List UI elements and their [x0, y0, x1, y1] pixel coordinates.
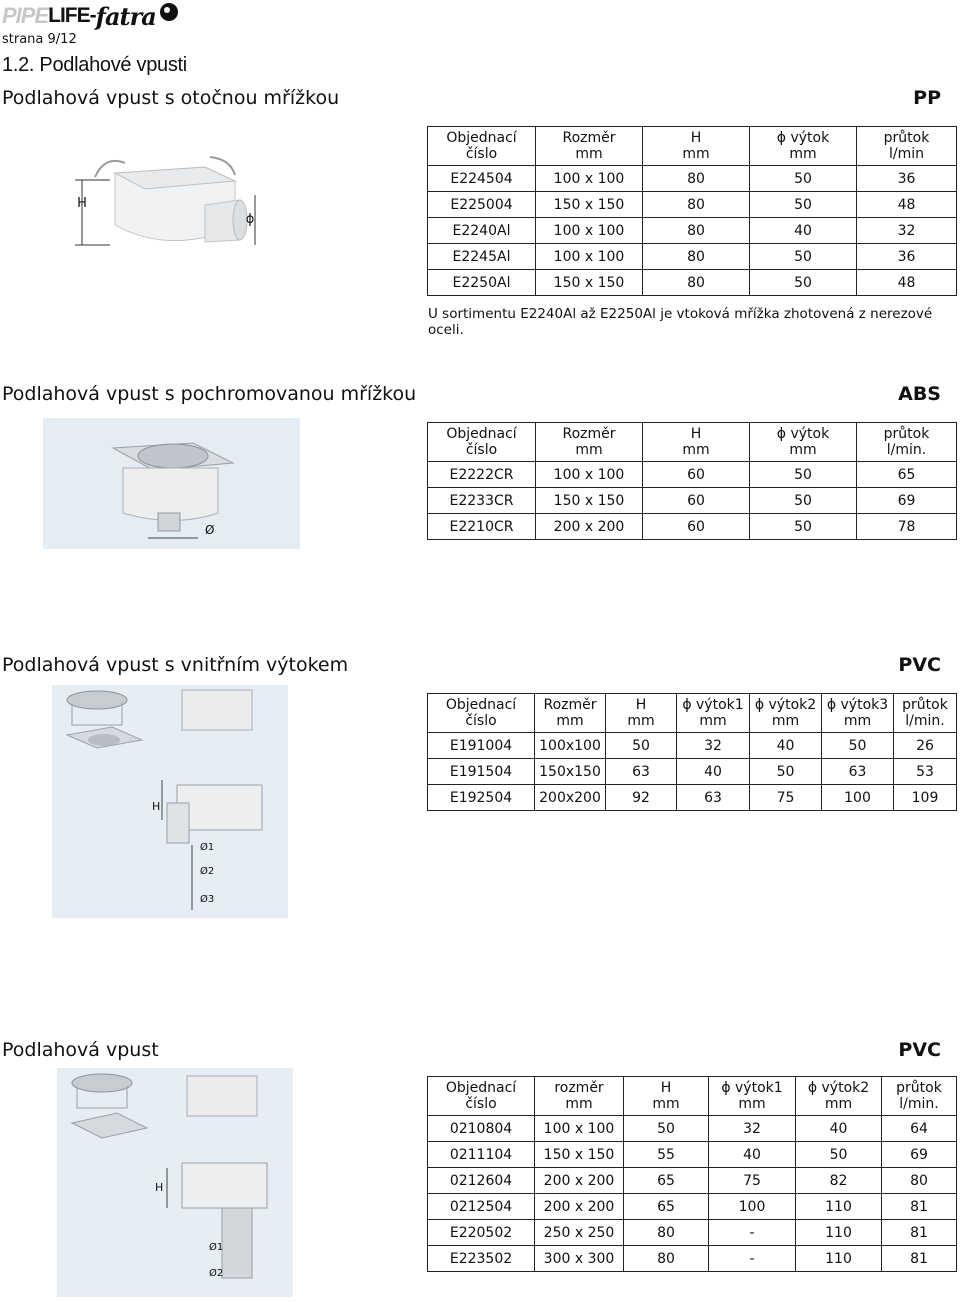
table-cell: 81	[882, 1246, 957, 1272]
section-1-table	[427, 126, 957, 296]
table-cell: E191004	[428, 733, 535, 759]
table-cell: 80	[643, 166, 750, 192]
header-text: mm	[556, 713, 584, 729]
table-cell: 78	[857, 514, 957, 540]
page-number: strana 9/12	[2, 32, 77, 47]
header-text: mm	[738, 1096, 766, 1112]
dim-label-diameter: Ø	[205, 523, 215, 537]
table-cell: 40	[709, 1142, 796, 1168]
table-header-cell	[535, 694, 606, 733]
table-row	[428, 1116, 957, 1142]
section-2-product-image	[43, 418, 300, 549]
table-cell: 32	[857, 218, 957, 244]
table-cell: 50	[750, 514, 857, 540]
th-col2-l1: Rozměr	[562, 130, 616, 146]
table-header-cell	[643, 127, 750, 166]
table-cell: 100x100	[535, 733, 606, 759]
table-header-cell	[750, 423, 857, 462]
table-row	[428, 514, 957, 540]
table-cell: 80	[882, 1168, 957, 1194]
table-header-cell	[796, 1077, 882, 1116]
header-text: l/min.	[886, 442, 927, 458]
dim-label-phi: ϕ	[245, 212, 255, 227]
dim-label-h: H	[152, 800, 161, 813]
table-row	[428, 244, 957, 270]
table-cell: 36	[857, 166, 957, 192]
section-4-material: PVC	[898, 1039, 941, 1061]
header-text: mm	[699, 713, 727, 729]
table-cell: 53	[894, 759, 957, 785]
table-cell: 75	[750, 785, 822, 811]
table-cell: 64	[882, 1116, 957, 1142]
header-text: ϕ výtok1	[721, 1080, 783, 1096]
th-col3-l2: mm	[682, 146, 710, 162]
table-cell: 80	[643, 270, 750, 296]
th-col3-l1: H	[690, 130, 702, 146]
dim-label-h: H	[77, 196, 87, 211]
table-cell: 60	[643, 462, 750, 488]
table-row	[428, 759, 957, 785]
header-text: průtok	[883, 426, 930, 442]
table-header-cell	[536, 127, 643, 166]
table-cell: 82	[796, 1168, 882, 1194]
table-cell: 300 x 300	[535, 1246, 624, 1272]
header-text: mm	[771, 713, 800, 729]
logo-pipe: PIPE	[2, 3, 49, 28]
table-row	[428, 192, 957, 218]
table-cell: 81	[882, 1220, 957, 1246]
logo-mark-icon	[160, 3, 178, 21]
table-cell: 200 x 200	[535, 1194, 624, 1220]
section-2-material: ABS	[898, 383, 941, 405]
table-cell: 50	[796, 1142, 882, 1168]
table-cell: 60	[643, 514, 750, 540]
table-header-cell	[428, 127, 536, 166]
table-header-cell	[428, 1077, 535, 1116]
header-text: H	[690, 426, 702, 442]
table-cell: 55	[624, 1142, 709, 1168]
table-row	[428, 785, 957, 811]
table-cell: 48	[857, 192, 957, 218]
table-cell: 50	[750, 462, 857, 488]
table-cell: 80	[624, 1246, 709, 1272]
table-cell: 100 x 100	[536, 218, 643, 244]
table-cell: 69	[882, 1142, 957, 1168]
table-header-cell	[535, 1077, 624, 1116]
table-cell: -	[709, 1220, 796, 1246]
header-text: Rozměr	[543, 697, 597, 713]
th-col4-l1: ϕ výtok	[776, 130, 830, 146]
table-cell: 150 x 150	[535, 1142, 624, 1168]
table-cell: 110	[796, 1246, 882, 1272]
table-cell: 50	[750, 759, 822, 785]
table-cell: 40	[796, 1116, 882, 1142]
table-cell: 200x200	[535, 785, 606, 811]
header-text: číslo	[465, 442, 498, 458]
table-cell: 32	[709, 1116, 796, 1142]
header-text: mm	[652, 1096, 680, 1112]
table-cell: 63	[677, 785, 750, 811]
table-cell: 50	[624, 1116, 709, 1142]
table-cell: E225004	[428, 192, 536, 218]
table-cell: 69	[857, 488, 957, 514]
logo-life: LIFE-	[48, 4, 96, 27]
table-cell: 63	[606, 759, 677, 785]
header-text: l/min.	[899, 1096, 939, 1112]
table-cell: 150 x 150	[536, 270, 643, 296]
header-text: mm	[682, 442, 710, 458]
table-cell: 80	[643, 244, 750, 270]
th-col1-l1: Objednací	[446, 130, 517, 146]
table-cell: 109	[894, 785, 957, 811]
table-cell: 100 x 100	[535, 1116, 624, 1142]
table-cell: 100	[709, 1194, 796, 1220]
table-cell: 100	[822, 785, 894, 811]
table-header-cell	[428, 694, 535, 733]
dim-label-d2: Ø2	[200, 866, 215, 877]
table-cell: 50	[750, 244, 857, 270]
table-cell: 75	[709, 1168, 796, 1194]
table-cell: E2222CR	[428, 462, 536, 488]
table-header-cell	[536, 423, 643, 462]
table-cell: 50	[750, 488, 857, 514]
table-cell: E2240Al	[428, 218, 536, 244]
table-header-cell	[822, 694, 894, 733]
header-text: mm	[843, 713, 872, 729]
table-row	[428, 1246, 957, 1272]
table-header-cell	[606, 694, 677, 733]
table-cell: 150x150	[535, 759, 606, 785]
table-row	[428, 462, 957, 488]
dim-label-d1: Ø1	[200, 842, 215, 853]
table-row	[428, 1220, 957, 1246]
table-cell: 80	[624, 1220, 709, 1246]
table-cell: 80	[643, 192, 750, 218]
section-1-product-image	[70, 145, 270, 255]
section-4-title: Podlahová vpust	[2, 1039, 159, 1061]
header-text: ϕ výtok3	[826, 697, 889, 713]
table-row	[428, 1142, 957, 1168]
table-cell: 60	[643, 488, 750, 514]
table-cell: 40	[750, 733, 822, 759]
table-header-cell	[643, 423, 750, 462]
table-cell: 65	[624, 1194, 709, 1220]
table-cell: 200 x 200	[535, 1168, 624, 1194]
th-col5-l2: l/min	[888, 146, 924, 162]
table-cell: 50	[606, 733, 677, 759]
table-cell: E224504	[428, 166, 536, 192]
dim-label-h: H	[155, 1181, 164, 1194]
table-cell: 110	[796, 1194, 882, 1220]
section-3-product-image	[52, 685, 288, 918]
table-cell: 65	[624, 1168, 709, 1194]
dim-label-d1: Ø1	[209, 1242, 224, 1253]
header-text: Objednací	[445, 697, 517, 713]
th-col2-l2: mm	[575, 146, 603, 162]
table-cell: 200 x 200	[536, 514, 643, 540]
header-text: číslo	[465, 1096, 497, 1112]
table-cell: 63	[822, 759, 894, 785]
header-text: mm	[824, 1096, 853, 1112]
header-text: číslo	[465, 713, 497, 729]
section-3-table	[427, 693, 957, 811]
header-text: l/min.	[905, 713, 945, 729]
table-cell: E223502	[428, 1246, 535, 1272]
header-text: rozměr	[554, 1080, 604, 1096]
table-cell: -	[709, 1246, 796, 1272]
table-cell: E2210CR	[428, 514, 536, 540]
header-text: H	[660, 1080, 672, 1096]
table-header-cell	[857, 127, 957, 166]
table-header-cell	[624, 1077, 709, 1116]
table-cell: 40	[750, 218, 857, 244]
table-row	[428, 1194, 957, 1220]
section-1-title: Podlahová vpust s otočnou mřížkou	[2, 87, 340, 109]
table-cell: 100 x 100	[536, 462, 643, 488]
table-cell: 40	[677, 759, 750, 785]
section-2-table	[427, 422, 957, 540]
table-header-cell	[750, 694, 822, 733]
table-row	[428, 270, 957, 296]
th-col5-l1: průtok	[883, 130, 930, 146]
table-cell: 0212604	[428, 1168, 535, 1194]
table-cell: 36	[857, 244, 957, 270]
section-4-table	[427, 1076, 957, 1272]
table-cell: 150 x 150	[536, 192, 643, 218]
table-cell: 48	[857, 270, 957, 296]
table-cell: E2233CR	[428, 488, 536, 514]
table-cell: E220502	[428, 1220, 535, 1246]
table-cell: E191504	[428, 759, 535, 785]
table-cell: 32	[677, 733, 750, 759]
header-text: ϕ výtok	[776, 426, 830, 442]
table-cell: E2250Al	[428, 270, 536, 296]
header-text: průtok	[902, 697, 948, 713]
table-cell: 150 x 150	[536, 488, 643, 514]
table-header-cell	[894, 694, 957, 733]
brand-logo	[2, 2, 178, 30]
header-text: ϕ výtok2	[807, 1080, 870, 1096]
table-cell: 50	[822, 733, 894, 759]
table-row	[428, 733, 957, 759]
header-text: ϕ výtok1	[682, 697, 744, 713]
table-cell: 0211104	[428, 1142, 535, 1168]
section-2-title: Podlahová vpust s pochromovanou mřížkou	[2, 383, 417, 405]
table-row	[428, 1168, 957, 1194]
table-header-cell	[750, 127, 857, 166]
table-cell: 26	[894, 733, 957, 759]
table-cell: 50	[750, 270, 857, 296]
section-3-title: Podlahová vpust s vnitřním výtokem	[2, 654, 349, 676]
header-text: H	[635, 697, 647, 713]
th-col4-l2: mm	[789, 146, 817, 162]
table-cell: 100 x 100	[536, 244, 643, 270]
section-3-material: PVC	[898, 654, 941, 676]
table-cell: 0212504	[428, 1194, 535, 1220]
table-row	[428, 166, 957, 192]
table-cell: 65	[857, 462, 957, 488]
table-header-cell	[857, 423, 957, 462]
table-cell: 250 x 250	[535, 1220, 624, 1246]
header-text: Objednací	[446, 426, 517, 442]
table-cell: 0210804	[428, 1116, 535, 1142]
table-header-cell	[677, 694, 750, 733]
table-cell: 92	[606, 785, 677, 811]
table-row	[428, 488, 957, 514]
table-cell: 81	[882, 1194, 957, 1220]
th-col1-l2: číslo	[465, 146, 498, 162]
section-4-product-image	[57, 1068, 293, 1297]
table-header-cell	[709, 1077, 796, 1116]
header-text: Objednací	[445, 1080, 517, 1096]
logo-fatra: fatra	[95, 1, 156, 31]
table-cell: 100 x 100	[536, 166, 643, 192]
table-cell: 50	[750, 192, 857, 218]
dim-label-d3: Ø3	[200, 894, 215, 905]
section-1-note: U sortimentu E2240Al až E2250Al je vtoková mřížka zhotovená z nerezové oceli.	[428, 306, 933, 338]
header-text: ϕ výtok2	[754, 697, 817, 713]
header-text: průtok	[896, 1080, 942, 1096]
table-cell: 80	[643, 218, 750, 244]
table-cell: 50	[750, 166, 857, 192]
table-cell: E2245Al	[428, 244, 536, 270]
section-title: 1.2. Podlahové vpusti	[2, 54, 187, 76]
header-text: mm	[789, 442, 817, 458]
table-header-cell	[882, 1077, 957, 1116]
header-text: mm	[627, 713, 655, 729]
table-header-cell	[428, 423, 536, 462]
section-1-material: PP	[913, 87, 941, 109]
dim-label-d2: Ø2	[209, 1268, 224, 1279]
table-row	[428, 218, 957, 244]
header-text: Rozměr	[562, 426, 616, 442]
header-text: mm	[565, 1096, 593, 1112]
header-text: mm	[575, 442, 603, 458]
table-cell: 110	[796, 1220, 882, 1246]
table-cell: E192504	[428, 785, 535, 811]
